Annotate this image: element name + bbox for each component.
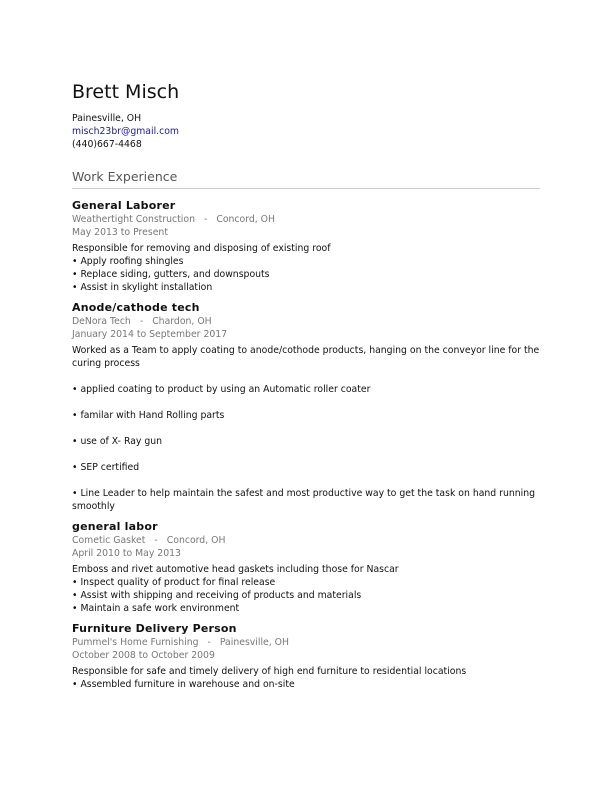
- job-dates: April 2010 to May 2013: [72, 548, 181, 559]
- job-title: Furniture Delivery Person: [72, 622, 237, 635]
- job-location: Concord, OH: [216, 214, 275, 225]
- job-location: Chardon, OH: [152, 316, 212, 327]
- job-company: DeNora Tech: [72, 316, 131, 327]
- job-company: Cometic Gasket: [72, 535, 146, 546]
- job-description: [72, 665, 542, 691]
- job-description-line: • Assembled furniture in warehouse and on-site: [72, 679, 295, 690]
- job-dates: January 2014 to September 2017: [72, 329, 228, 340]
- job-description: [72, 344, 542, 513]
- job-description-line: Emboss and rivet automotive head gaskets including those for Nascar: [72, 564, 399, 575]
- job-separator: -: [154, 535, 158, 546]
- job-description-paragraph: • Line Leader to help maintain the safest and most productive way to get the task on hand running smoothly: [72, 488, 536, 512]
- job-description: [72, 563, 542, 615]
- job-description-line: Responsible for removing and disposing of existing roof: [72, 243, 331, 254]
- job-location: Painesville, OH: [219, 637, 289, 648]
- job-company-location: [72, 315, 542, 328]
- job-company: Pummel's Home Furnishing: [72, 637, 199, 648]
- job-description-line: • Maintain a safe work environment: [72, 603, 240, 614]
- job-description-paragraph: • applied coating to product by using an Automatic roller coater: [72, 384, 371, 395]
- job-description-paragraph: • familar with Hand Rolling parts: [72, 410, 225, 421]
- job-description-line: • Replace siding, gutters, and downspouts: [72, 269, 270, 280]
- job-title: Anode/cathode tech: [72, 301, 200, 314]
- job-location: Concord, OH: [166, 535, 226, 546]
- job-separator: -: [207, 637, 211, 648]
- section-title-work-experience: Work Experience: [72, 169, 540, 189]
- job-entry: [72, 199, 542, 294]
- job-company-location: [72, 534, 542, 547]
- job-description-line: • Inspect quality of product for final release: [72, 577, 276, 588]
- job-dates: May 2013 to Present: [72, 227, 168, 238]
- job-entry: [72, 520, 542, 615]
- job-description: [72, 242, 542, 294]
- job-company: Weathertight Construction: [72, 214, 195, 225]
- job-description-paragraph: • SEP certified: [72, 462, 140, 473]
- job-separator: -: [139, 316, 144, 327]
- job-title: General Laborer: [72, 199, 176, 212]
- job-description-paragraph: • use of X- Ray gun: [72, 436, 163, 447]
- job-description-line: Responsible for safe and timely delivery of high end furniture to residential locations: [72, 666, 467, 677]
- job-title: general labor: [72, 520, 158, 533]
- job-entry: [72, 301, 542, 513]
- job-entry: [72, 622, 542, 691]
- job-separator: -: [203, 214, 208, 225]
- location-text: Painesville, OH: [72, 113, 142, 124]
- job-list: [72, 199, 542, 691]
- job-description-paragraph: Worked as a Team to apply coating to anode/cothode products, hanging on the conveyor line for the curing process: [72, 345, 540, 369]
- job-description-line: • Assist with shipping and receiving of products and materials: [72, 590, 362, 601]
- job-company-location: [72, 213, 542, 226]
- job-company-location: [72, 636, 542, 649]
- candidate-name: Brett Misch: [72, 81, 180, 103]
- job-description-line: • Assist in skylight installation: [72, 282, 213, 293]
- phone-text: (440)667-4468: [72, 139, 142, 150]
- email-link[interactable]: misch23br@gmail.com: [72, 126, 179, 137]
- resume-page: [72, 80, 542, 698]
- job-description-line: • Apply roofing shingles: [72, 256, 184, 267]
- job-dates: October 2008 to October 2009: [72, 650, 215, 661]
